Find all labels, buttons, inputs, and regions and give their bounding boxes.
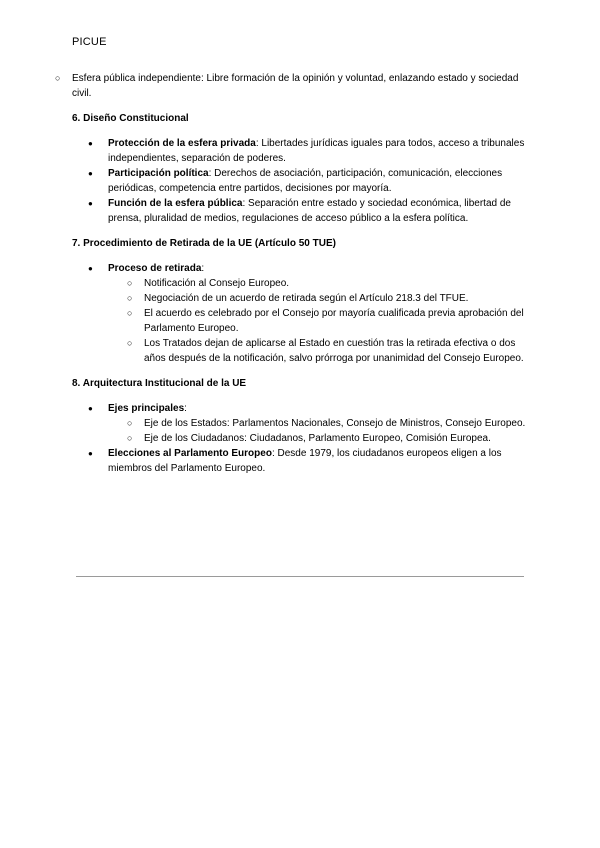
sub-list-item: ○ Los Tratados dejan de aplicarse al Estado en cuestión tras la retirada efectiva o dos años después de la notificación, salvo prórroga por unanimidad del Consejo Europeo. xyxy=(72,336,528,366)
sub-list-item: ○ Eje de los Ciudadanos: Ciudadanos, Parlamento Europeo, Comisión Europea. xyxy=(72,431,528,446)
sub-list-item: ○ Notificación al Consejo Europeo. xyxy=(72,276,528,291)
section6-list xyxy=(72,136,528,226)
list-item xyxy=(72,136,528,166)
list-item-text: : xyxy=(201,263,205,274)
section-heading-8: 8. Arquitectura Institucional de la UE xyxy=(72,378,247,389)
document-body xyxy=(72,71,528,476)
document-header: PICUE xyxy=(72,36,107,48)
section8-list xyxy=(72,401,528,476)
sub-list-item: ○ El acuerdo es celebrado por el Consejo por mayoría cualificada previa aprobación del Parlamento Europeo. xyxy=(72,306,528,336)
list-item-term: Ejes principales xyxy=(108,403,185,414)
section-heading-6: 6. Diseño Constitucional xyxy=(72,113,189,124)
list-item-text: : Separación entre estado y sociedad económica, libertad de prensa, pluralidad de medios, regulaciones de acceso público a la esfera política. xyxy=(108,198,511,224)
sub-list xyxy=(108,276,528,366)
list-item-text: : Libertades jurídicas iguales para todos, acceso a tribunales independientes, separación de poderes. xyxy=(108,138,525,164)
horizontal-divider xyxy=(76,576,524,577)
list-item-term: Participación política xyxy=(108,168,209,179)
sub-list-item: ○ Negociación de un acuerdo de retirada según el Artículo 218.3 del TFUE. xyxy=(72,291,528,306)
list-item-text: : Desde 1979, los ciudadanos europeos eligen a los miembros del Parlamento Europeo. xyxy=(108,448,502,474)
intro-list xyxy=(0,71,528,101)
list-item-term: Protección de la esfera privada xyxy=(108,138,256,149)
list-item xyxy=(72,446,528,476)
list-item-term: Proceso de retirada xyxy=(108,263,202,274)
list-item-text: : Derechos de asociación, participación, comunicación, elecciones periódicas, competencia entre partidos, decisiones por mayoría. xyxy=(108,168,503,194)
list-item-term: Función de la esfera pública xyxy=(108,198,243,209)
list-item xyxy=(72,166,528,196)
sub-list-item: ○ Eje de los Estados: Parlamentos Nacionales, Consejo de Ministros, Consejo Europeo. xyxy=(72,416,528,431)
section-heading-7: 7. Procedimiento de Retirada de la UE (Artículo 50 TUE) xyxy=(72,238,336,249)
sub-list xyxy=(108,416,528,446)
list-item xyxy=(72,401,528,446)
list-item-text: : xyxy=(184,403,187,414)
list-item xyxy=(72,261,528,366)
section7-list xyxy=(72,261,528,366)
list-item: ○ Esfera pública independiente: Libre formación de la opinión y voluntad, enlazando estado y sociedad civil. xyxy=(0,71,528,101)
list-item xyxy=(72,196,528,226)
list-item-term: Elecciones al Parlamento Europeo xyxy=(108,448,272,459)
